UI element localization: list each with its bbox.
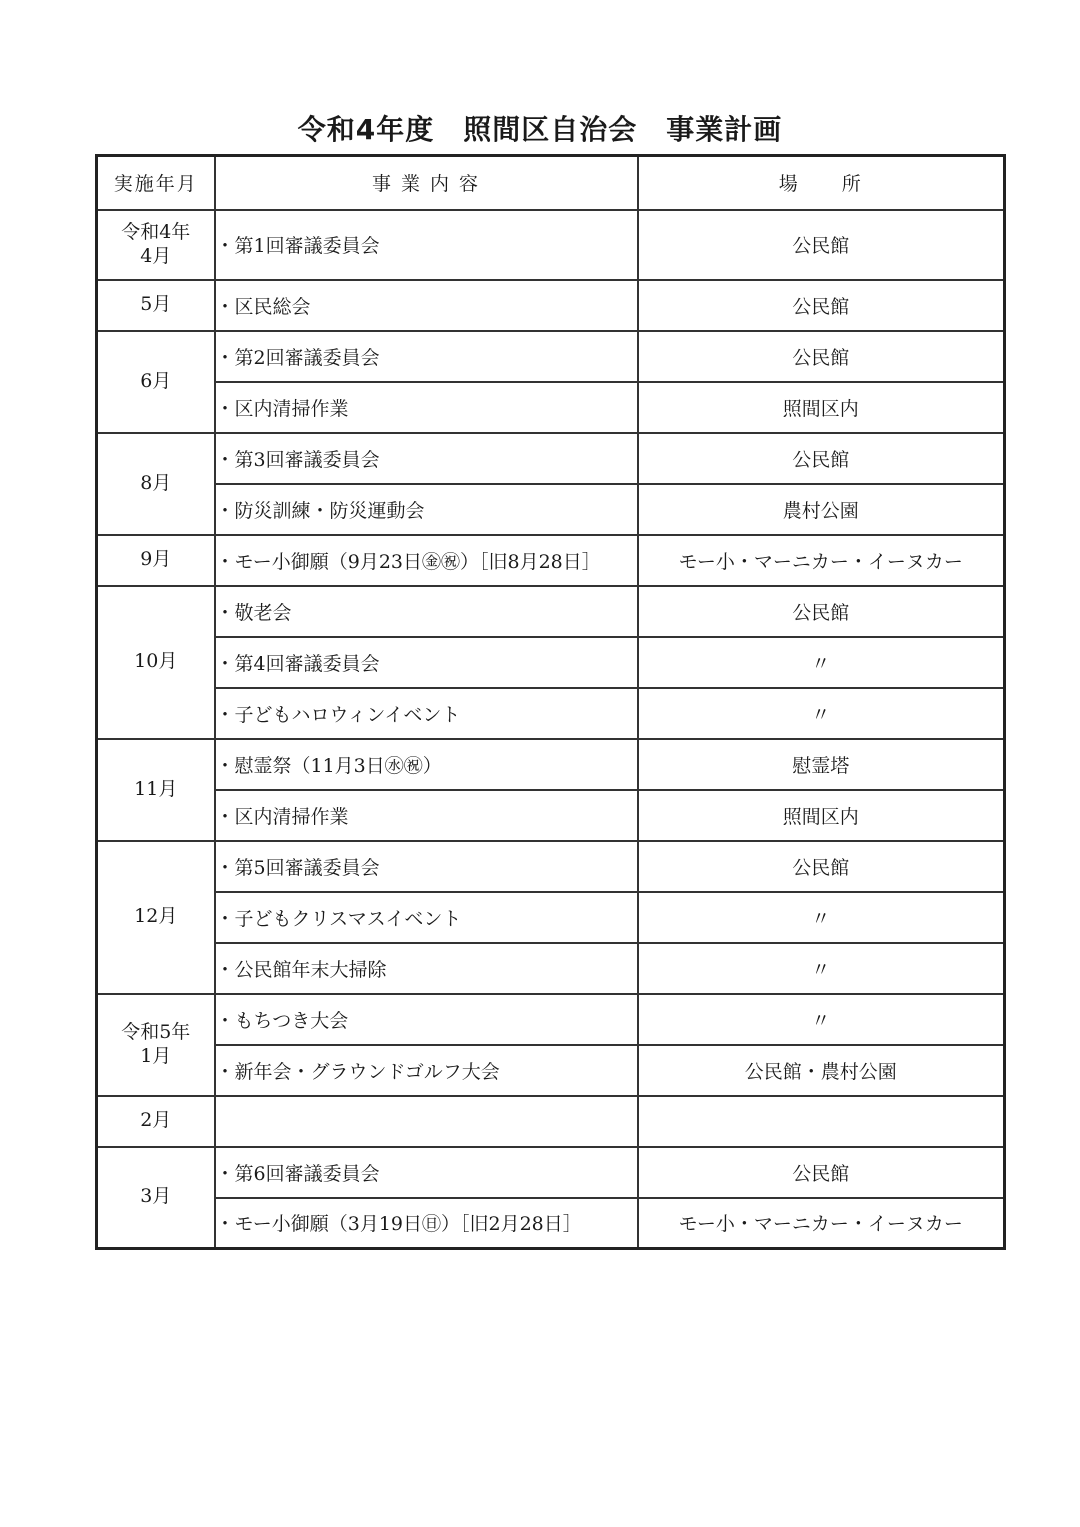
month-cell <box>97 841 215 994</box>
month-cell <box>97 210 215 280</box>
event-item-cell: ・もちつき大会 <box>215 994 638 1045</box>
event-place-cell: 〃 <box>638 994 1005 1045</box>
event-place-cell: 公民館 <box>638 331 1005 382</box>
event-item-cell: ・防災訓練・防災運動会 <box>215 484 638 535</box>
month-cell <box>97 1096 215 1147</box>
month-label: 3月 <box>140 1185 172 1208</box>
event-place-cell: モー小・マーニカー・イーヌカー <box>638 535 1005 586</box>
event-item-cell: ・第1回審議委員会 <box>215 210 638 280</box>
event-item-cell: ・公民館年末大掃除 <box>215 943 638 994</box>
event-place-cell: 農村公園 <box>638 484 1005 535</box>
table-row <box>97 535 1005 586</box>
month-label: 4月 <box>140 244 172 267</box>
table-row <box>97 892 1005 943</box>
month-cell <box>97 280 215 331</box>
event-place-cell: 〃 <box>638 943 1005 994</box>
event-item-cell: ・区内清掃作業 <box>215 382 638 433</box>
event-item-cell: ・第5回審議委員会 <box>215 841 638 892</box>
table-row <box>97 1147 1005 1198</box>
event-item-cell: ・区民総会 <box>215 280 638 331</box>
month-label: 令和4年 <box>121 220 191 243</box>
event-place-cell: モー小・マーニカー・イーヌカー <box>638 1198 1005 1249</box>
table-row <box>97 1045 1005 1096</box>
month-label: 9月 <box>140 548 172 571</box>
event-place-cell <box>638 1096 1005 1147</box>
header-place: 場 所 <box>638 156 1005 210</box>
month-label: 6月 <box>140 369 172 392</box>
event-item-cell: ・子どもクリスマスイベント <box>215 892 638 943</box>
event-item-cell: ・モー小御願（3月19日㊐）［旧2月28日］ <box>215 1198 638 1249</box>
event-item-cell: ・第3回審議委員会 <box>215 433 638 484</box>
event-place-cell: 公民館 <box>638 586 1005 637</box>
event-item-cell: ・第4回審議委員会 <box>215 637 638 688</box>
table-row <box>97 433 1005 484</box>
table-row <box>97 1096 1005 1147</box>
event-place-cell: 〃 <box>638 637 1005 688</box>
month-label: 5月 <box>140 293 172 316</box>
table-row <box>97 790 1005 841</box>
event-item-cell: ・モー小御願（9月23日㊎㊗）［旧8月28日］ <box>215 535 638 586</box>
table-row <box>97 688 1005 739</box>
event-place-cell: 〃 <box>638 892 1005 943</box>
month-label: 12月 <box>134 905 178 928</box>
table-row <box>97 739 1005 790</box>
event-place-cell: 〃 <box>638 688 1005 739</box>
month-label: 10月 <box>134 650 178 673</box>
event-item-cell <box>215 1096 638 1147</box>
month-label: 令和5年 <box>121 1020 191 1043</box>
month-label: 8月 <box>140 471 172 494</box>
event-place-cell: 公民館 <box>638 841 1005 892</box>
table-header-row <box>97 156 1005 210</box>
table-row <box>97 1198 1005 1249</box>
table-body <box>97 210 1005 1249</box>
table-row <box>97 994 1005 1045</box>
month-cell <box>97 1147 215 1249</box>
table-row <box>97 210 1005 280</box>
table-row <box>97 280 1005 331</box>
month-label: 11月 <box>134 777 178 800</box>
table-row <box>97 382 1005 433</box>
event-place-cell: 慰霊塔 <box>638 739 1005 790</box>
month-label: 2月 <box>140 1109 172 1132</box>
event-item-cell: ・慰霊祭（11月3日㊌㊗） <box>215 739 638 790</box>
table-row <box>97 841 1005 892</box>
month-cell <box>97 739 215 841</box>
event-place-cell: 照間区内 <box>638 790 1005 841</box>
event-plan-table <box>95 154 1006 1250</box>
event-item-cell: ・第6回審議委員会 <box>215 1147 638 1198</box>
header-month: 実施年月 <box>97 156 215 210</box>
page-title: 令和4年度 照間区自治会 事業計画 <box>297 113 783 146</box>
event-place-cell: 公民館 <box>638 1147 1005 1198</box>
table-row <box>97 637 1005 688</box>
month-cell <box>97 535 215 586</box>
month-cell <box>97 586 215 739</box>
event-place-cell: 公民館 <box>638 433 1005 484</box>
event-item-cell: ・区内清掃作業 <box>215 790 638 841</box>
event-place-cell: 公民館 <box>638 210 1005 280</box>
event-item-cell: ・子どもハロウィンイベント <box>215 688 638 739</box>
table-row <box>97 331 1005 382</box>
month-label: 1月 <box>140 1044 172 1067</box>
month-cell <box>97 994 215 1096</box>
table-row <box>97 586 1005 637</box>
table-row <box>97 484 1005 535</box>
event-item-cell: ・敬老会 <box>215 586 638 637</box>
table-row <box>97 943 1005 994</box>
event-item-cell: ・第2回審議委員会 <box>215 331 638 382</box>
month-cell <box>97 433 215 535</box>
event-place-cell: 公民館・農村公園 <box>638 1045 1005 1096</box>
event-place-cell: 照間区内 <box>638 382 1005 433</box>
event-place-cell: 公民館 <box>638 280 1005 331</box>
event-item-cell: ・新年会・グラウンドゴルフ大会 <box>215 1045 638 1096</box>
header-item: 事 業 内 容 <box>215 156 638 210</box>
month-cell <box>97 331 215 433</box>
